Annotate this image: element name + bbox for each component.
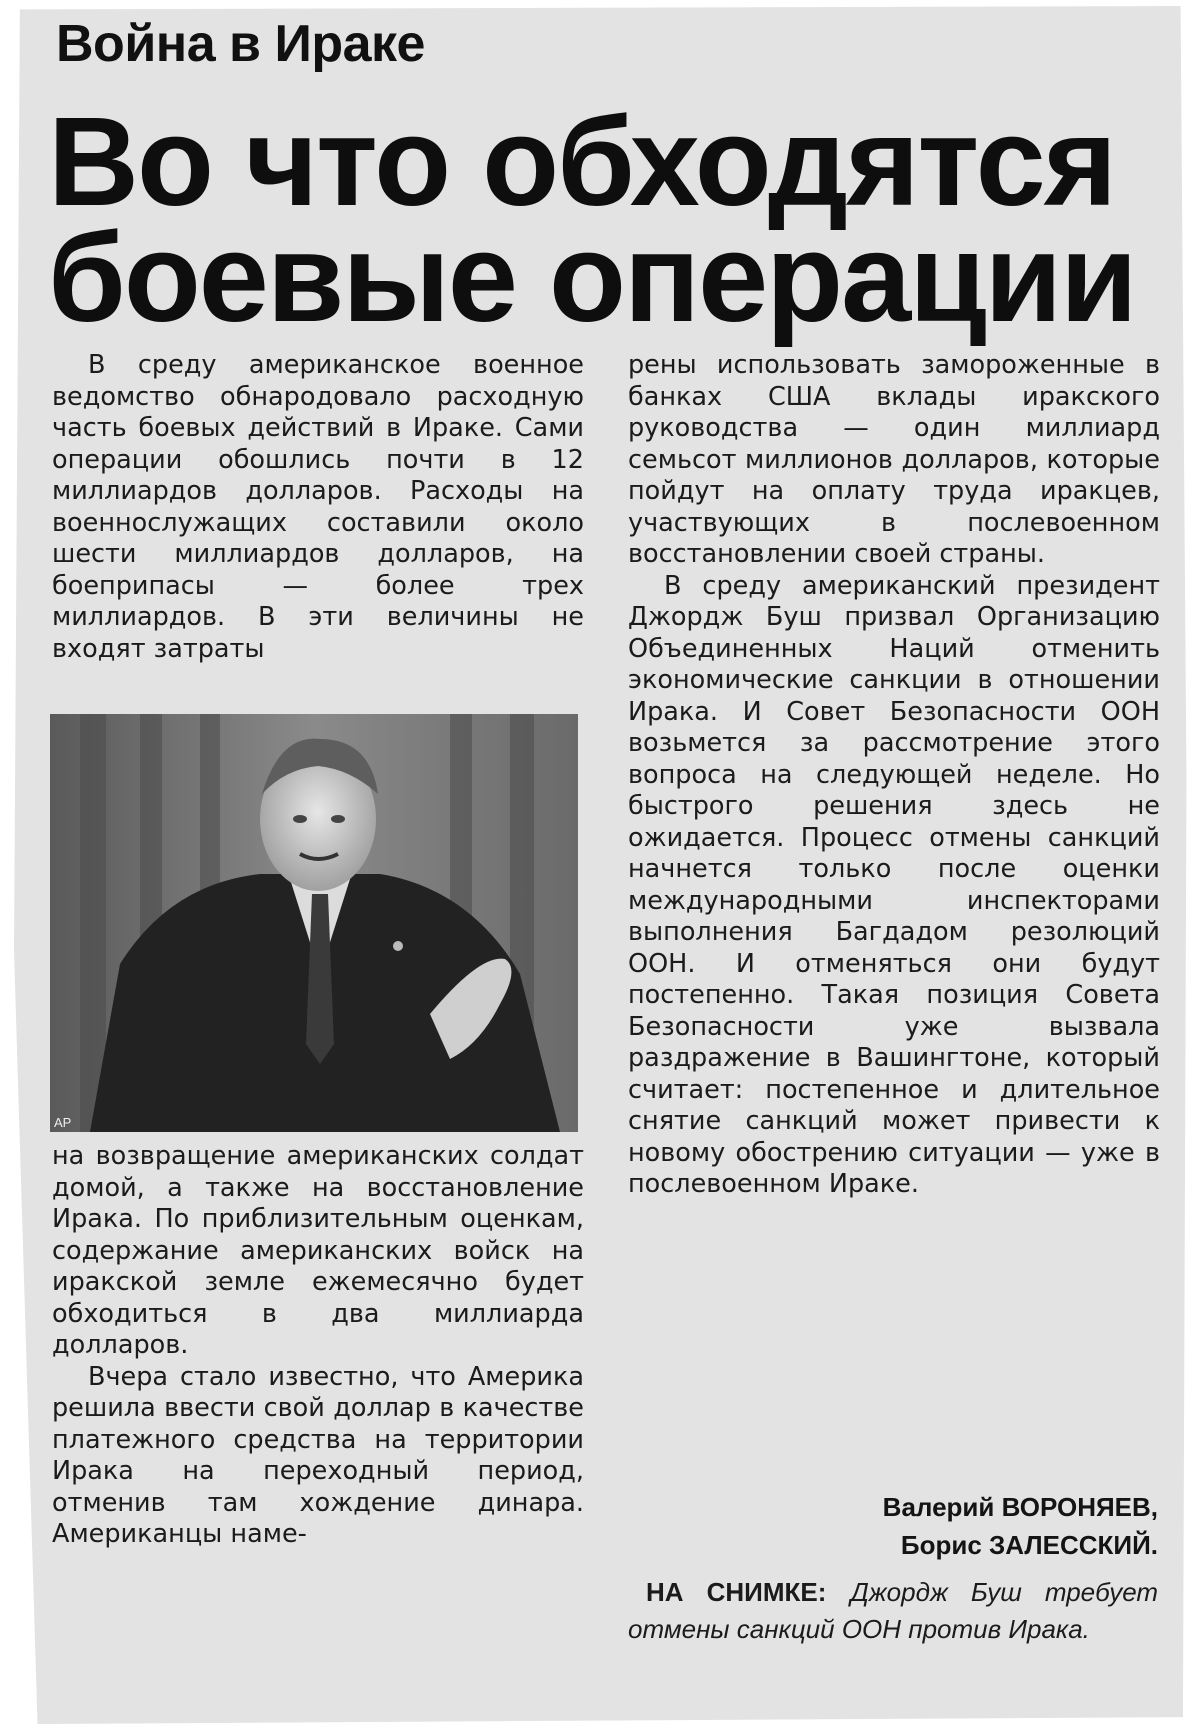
caption-text: Джордж Буш требует отмены санкций ООН против Ирака. xyxy=(628,1577,1159,1644)
photo-caption xyxy=(628,1574,1158,1648)
photo-credit: AP xyxy=(54,1115,72,1130)
column-1-top xyxy=(52,350,584,665)
photo xyxy=(50,714,578,1132)
paragraph-3: В среду американский президент Джордж Буш призвал Организацию Объединенных Наций отменить экономические санкции в отношении Ирака. И Совет Безопасности ООН возьмется за рассмотрение этого вопроса на следующей неделе. Но быстрого решения здесь не ожидается. Процесс отмены санкций начнется только после оценки международными инспекторами выполнения Багдадом резолюций ООН. И отменяться они будут постепенно. Такая позиция Совета Безопасности уже вызвала раздражение в Вашингтоне, который считает: постепенное и длительное снятие санкций может привести к новому обострению ситуации — уже в послевоенном Ираке. xyxy=(628,570,1160,1199)
column-2 xyxy=(628,350,1160,1201)
caption-label: НА СНИМКЕ: xyxy=(646,1577,827,1607)
author-1: Валерий ВОРОНЯЕВ, xyxy=(882,1492,1158,1522)
paragraph-1-continued: на возвращение американских солдат домой, а также на восстановление Ирака. По приблизительным оценкам, содержание американских войск на иракской земле ежемесячно будет обходиться в два миллиарда долларов. xyxy=(52,1141,584,1360)
paragraph-1: В среду американское военное ведомство обнародовало расходную часть боевых действий в Ираке. Сами операции обошлись почти в 12 миллиардов долларов. Расходы на военнослужащих составили около шести миллиардов долларов, на боеприпасы — более трех миллиардов. В эти величины не входят затраты xyxy=(52,350,584,664)
byline xyxy=(628,1488,1158,1564)
photo-image xyxy=(50,714,578,1132)
column-1-bottom xyxy=(52,1141,584,1551)
headline-line-2: боевые операции xyxy=(48,207,1136,348)
headline-line-1: Во что обходятся xyxy=(48,91,1116,232)
rubric: Война в Ираке xyxy=(56,15,425,73)
author-2: Борис ЗАЛЕССКИЙ. xyxy=(900,1530,1158,1560)
headline xyxy=(48,91,1158,348)
paragraph-2-continued: рены использовать замороженные в банках США вклады иракского руководства — один миллиард семьсот миллионов долларов, которые пойдут на оплату труда иракцев, участвующих в послевоенном восстановлении своей страны. xyxy=(628,350,1160,569)
paragraph-2: Вчера стало известно, что Америка решила ввести свой доллар в качестве платежного средства на территории Ирака на переходный период, отменив там хождение динара. Американцы наме- xyxy=(52,1361,584,1549)
